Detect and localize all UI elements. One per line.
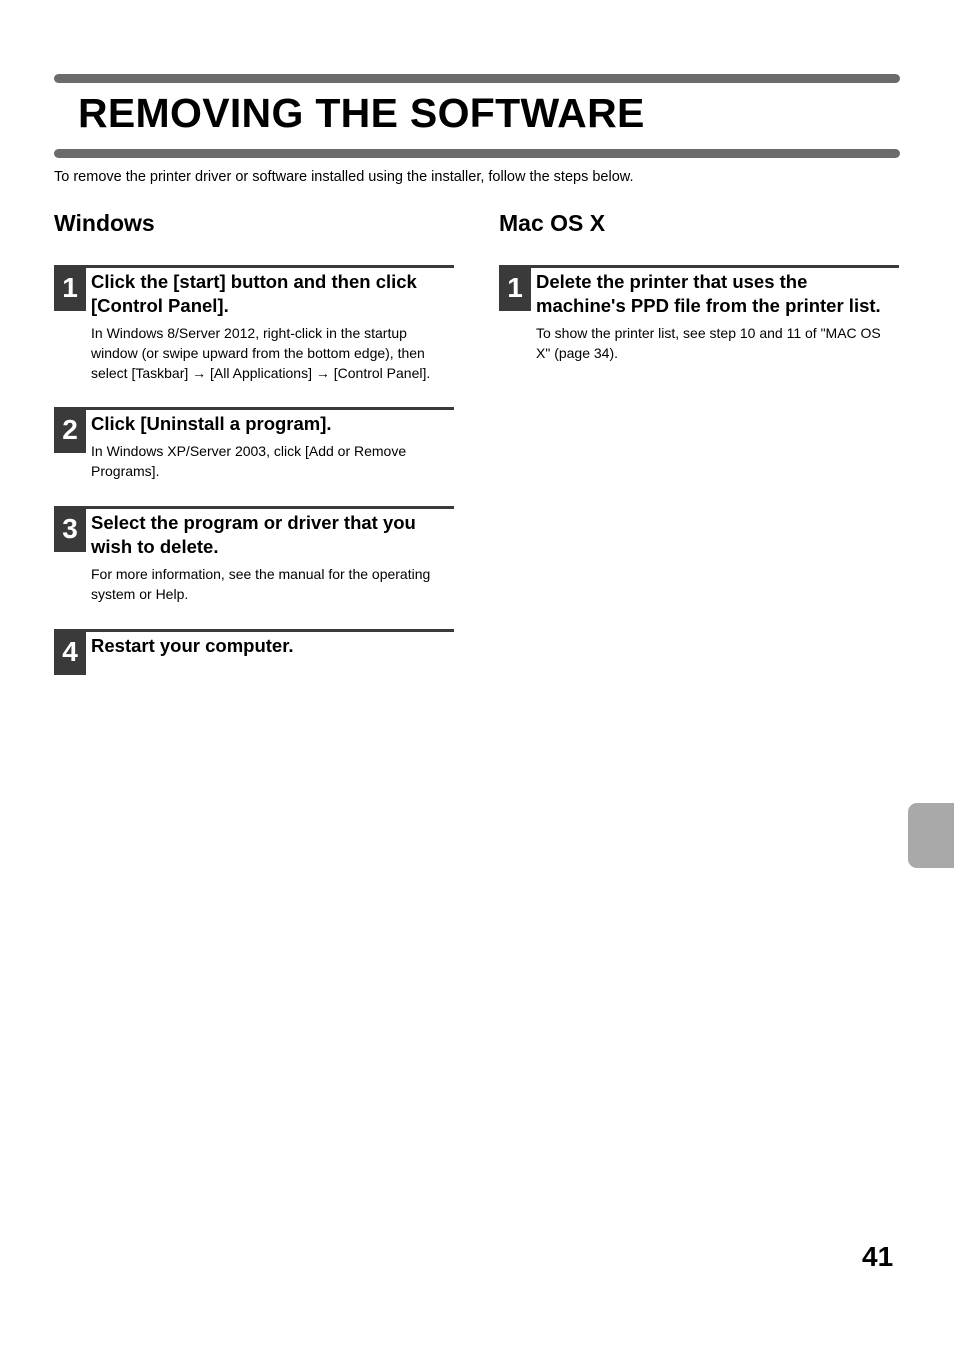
title-bar-top	[54, 74, 900, 83]
step-title: Select the program or driver that you wish to delete.	[91, 512, 416, 557]
step-number: 4	[54, 629, 86, 675]
step-description: For more information, see the manual for the operating system or Help.	[91, 566, 431, 602]
step-title: Click the [start] button and then click [Control Panel].	[91, 271, 417, 316]
page-number: 41	[862, 1241, 894, 1272]
title-bar-bottom	[54, 149, 900, 158]
step-number: 1	[54, 265, 86, 311]
step-number: 2	[54, 407, 86, 453]
chapter-tab	[908, 803, 954, 868]
step-rule	[54, 629, 454, 632]
windows-heading: Windows	[54, 210, 155, 236]
intro-text: To remove the printer driver or software installed using the installer, follow the steps below.	[54, 169, 634, 185]
step-rule	[499, 265, 899, 268]
step-number: 1	[499, 265, 531, 311]
step-rule	[54, 506, 454, 509]
step-description: To show the printer list, see step 10 and 11 of "MAC OS X" (page 34).	[536, 325, 881, 361]
step-rule	[54, 265, 454, 268]
page-title: REMOVING THE SOFTWARE	[78, 90, 645, 136]
step-description: In Windows 8/Server 2012, right-click in the startup window (or swipe upward from the bottom edge), then select [Taskbar] → [All Applications] → [Control Panel].	[91, 325, 431, 381]
step-title: Restart your computer.	[91, 635, 294, 656]
step-number: 3	[54, 506, 86, 552]
step-title: Delete the printer that uses the machine's PPD file from the printer list.	[536, 271, 881, 316]
step-rule	[54, 407, 454, 410]
mac-heading: Mac OS X	[499, 210, 606, 236]
step-description: In Windows XP/Server 2003, click [Add or Remove Programs].	[91, 443, 407, 479]
step-title: Click [Uninstall a program].	[91, 413, 332, 434]
